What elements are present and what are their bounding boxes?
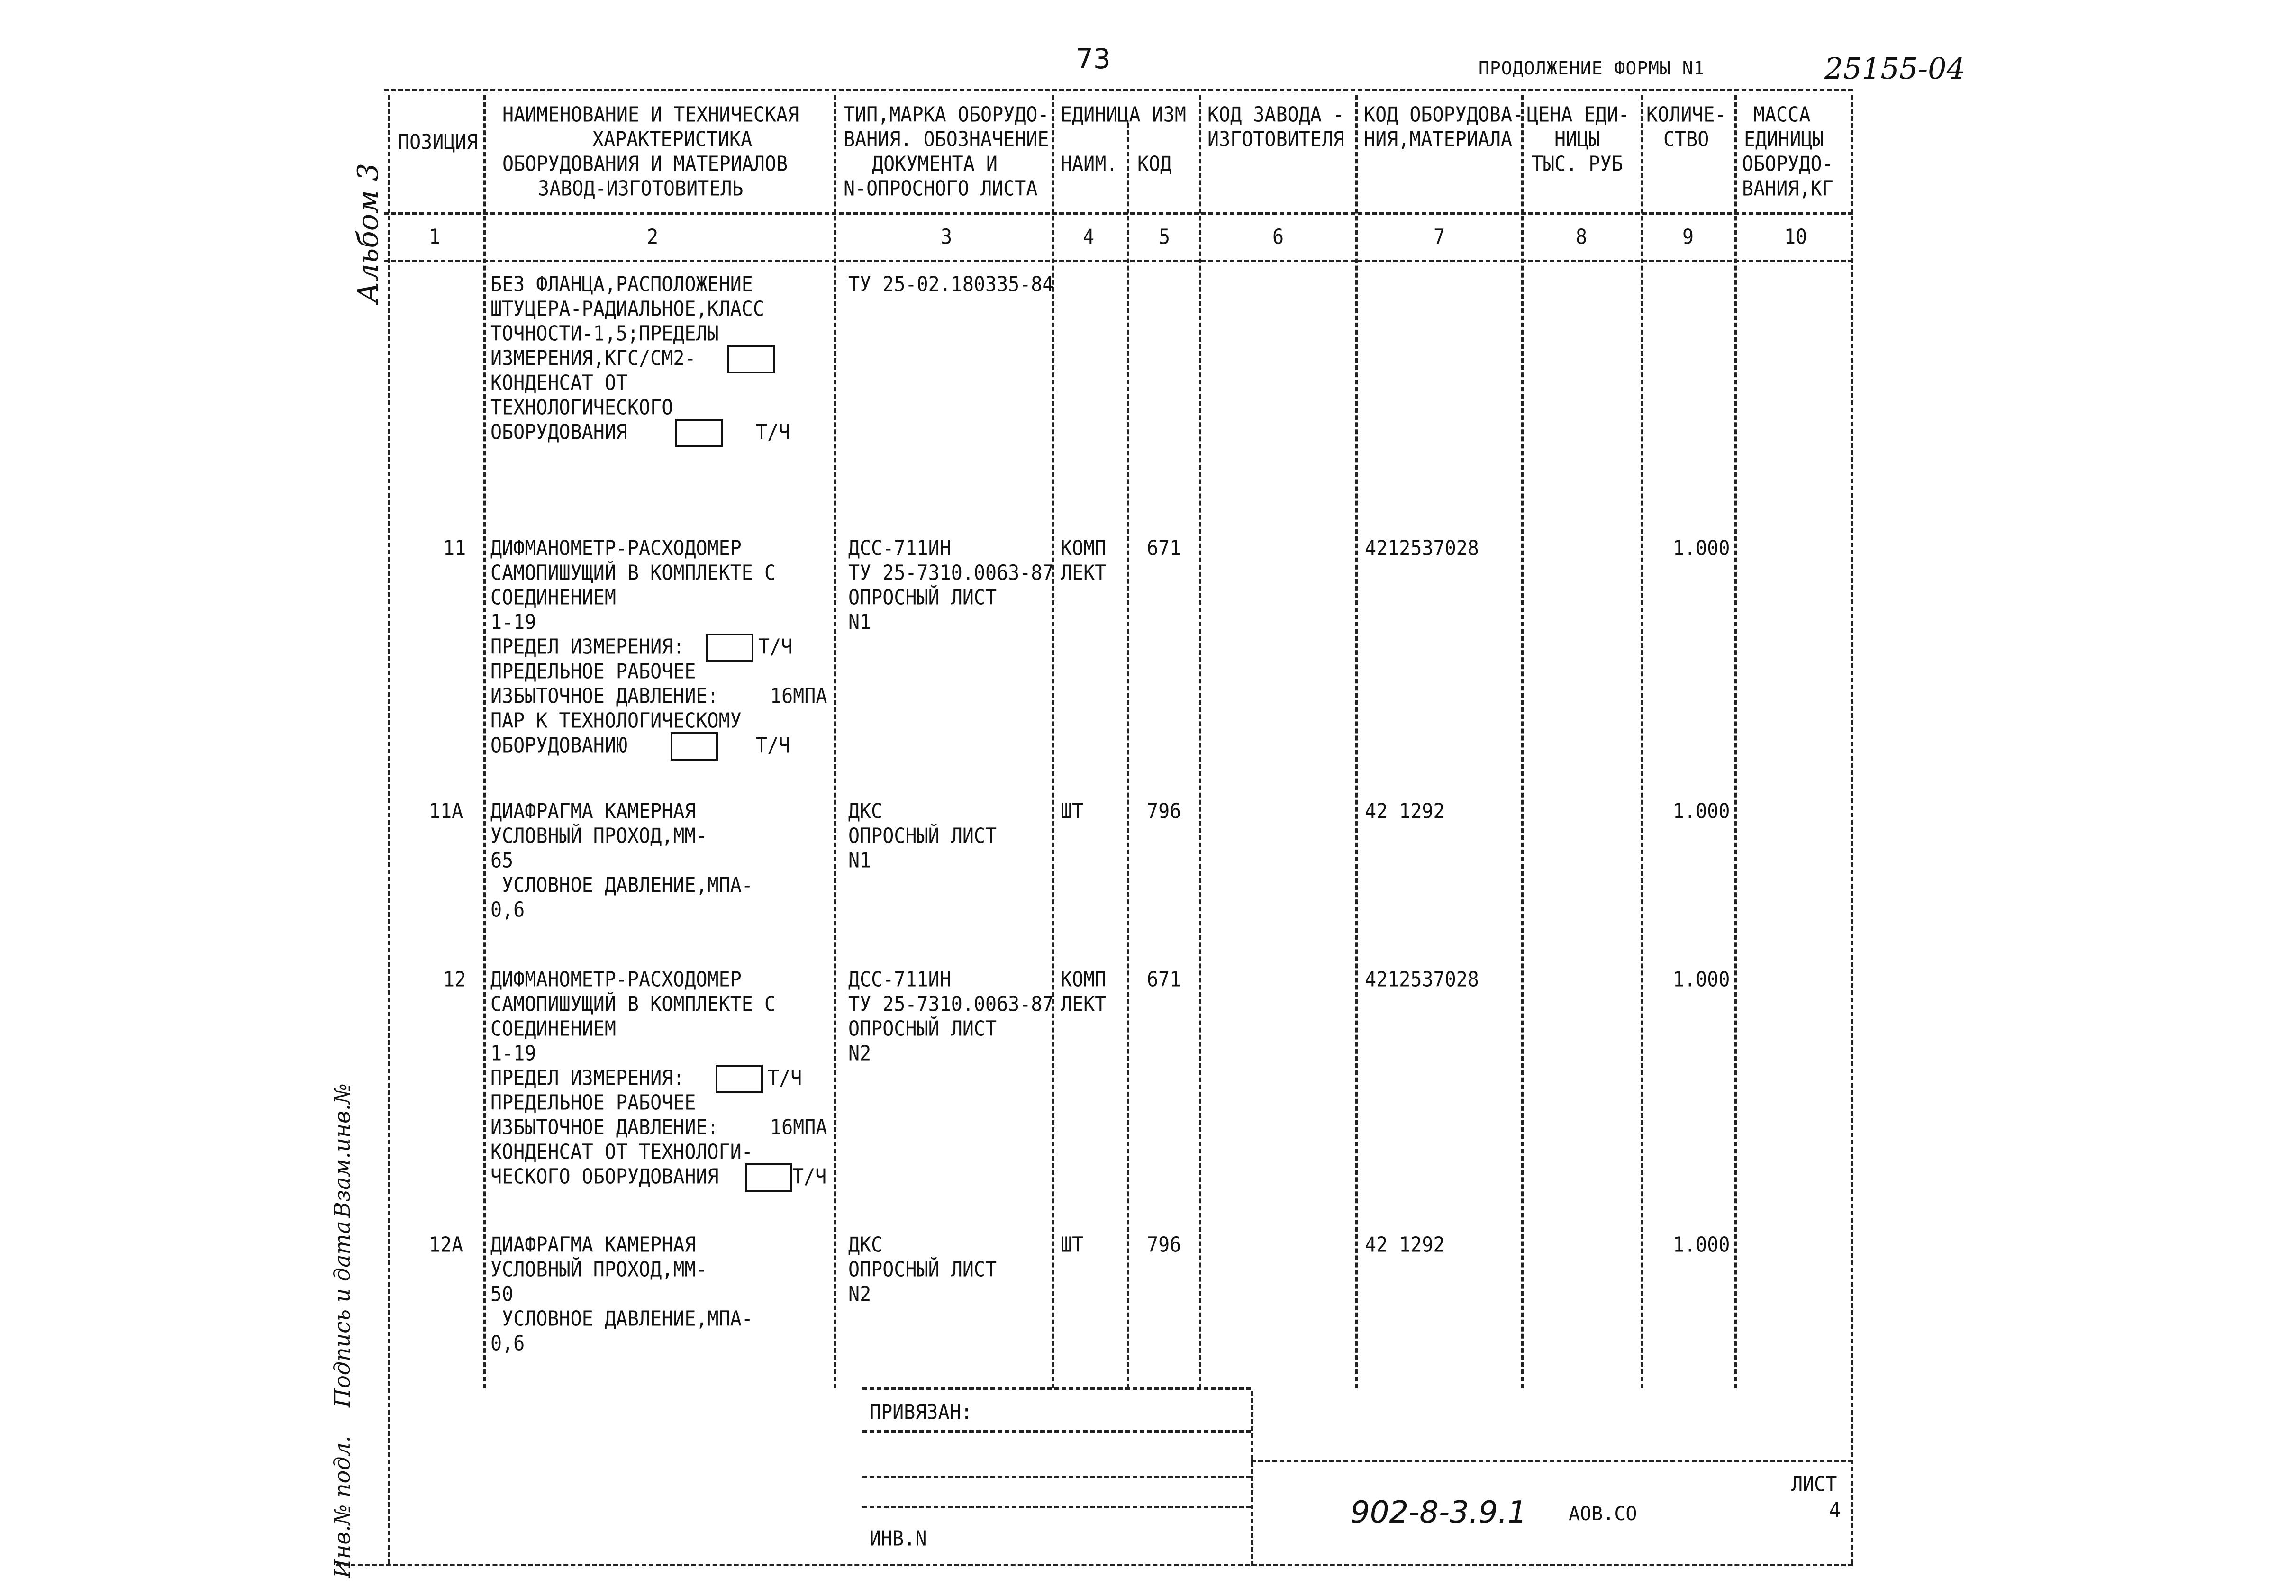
header-type-3: ДОКУМЕНТА И	[872, 152, 998, 176]
row4-desc-4: 0,6	[490, 1331, 525, 1356]
vrule-7	[1521, 95, 1524, 1388]
row3-flow-box	[745, 1163, 792, 1192]
row3-desc-9: КОНДЕНСАТ ОТ ТЕХНОЛОГИ-	[490, 1140, 753, 1164]
row2-equip-code: 42 1292	[1365, 799, 1445, 824]
corner-code: 25155-04	[1824, 51, 1966, 86]
colnum-6: 6	[1272, 225, 1284, 249]
row2-desc-0: ДИАФРАГМА КАМЕРНАЯ	[490, 799, 696, 824]
vrule-9	[1734, 95, 1737, 1388]
colnum-4: 4	[1083, 225, 1095, 249]
row1-desc-5: Т/Ч	[758, 635, 793, 659]
vrule-4	[1127, 123, 1129, 1388]
header-mass-2: ЕДИНИЦЫ	[1744, 127, 1824, 152]
row3-desc-4: ПРЕДЕЛ ИЗМЕРЕНИЯ:	[490, 1066, 685, 1090]
row3-pos: 12	[443, 967, 466, 992]
vrule-right	[1851, 95, 1853, 1564]
row3-type-0: ДСС-711ИН	[848, 967, 951, 992]
row1-desc-1: САМОПИШУЩИЙ В КОМПЛЕКТЕ С	[490, 561, 776, 585]
row1-desc-3: 1-19	[490, 610, 536, 635]
row3-desc-2: СОЕДИНЕНИЕМ	[490, 1016, 616, 1041]
colnum-2: 2	[647, 225, 659, 249]
header-equip-code-1: КОД ОБОРУДОВА-	[1364, 102, 1524, 127]
header-name-1: НАИМЕНОВАНИЕ И ТЕХНИЧЕСКАЯ	[502, 102, 799, 127]
row1-type-1: ТУ 25-7310.0063-87	[848, 561, 1054, 585]
row3-unit-name-0: КОМП	[1061, 967, 1107, 992]
header-name-4: ЗАВОД-ИЗГОТОВИТЕЛЬ	[538, 176, 744, 201]
row3-type-2: ОПРОСНЫЙ ЛИСТ	[848, 1016, 997, 1041]
header-plant-code-1: КОД ЗАВОДА -	[1207, 102, 1344, 127]
row2-desc-4: 0,6	[490, 898, 525, 922]
row3-unit-name-1: ЛЕКТ	[1061, 992, 1107, 1016]
colnum-10: 10	[1784, 225, 1807, 249]
colnum-7: 7	[1434, 225, 1445, 249]
row2-type-0: ДКС	[848, 799, 883, 824]
row0-desc-4: КОНДЕНСАТ ОТ	[490, 371, 627, 395]
colnum-rule	[384, 260, 1853, 262]
row3-desc-7: ИЗБЫТОЧНОЕ ДАВЛЕНИЕ:	[490, 1115, 719, 1140]
row1-equip-code: 4212537028	[1365, 536, 1479, 561]
row2-type-2: N1	[848, 848, 871, 873]
row0-type-0: ТУ 25-02.180335-84	[848, 272, 1054, 297]
row2-desc-3: УСЛОВНОЕ ДАВЛЕНИЕ,МПА-	[490, 873, 753, 898]
row2-unit-name-0: ШТ	[1061, 799, 1084, 824]
header-mass-1: МАССА	[1753, 102, 1811, 127]
row4-desc-1: УСЛОВНЫЙ ПРОХОД,ММ-	[490, 1257, 708, 1282]
row3-desc-6: ПРЕДЕЛЬНОЕ РАБОЧЕЕ	[490, 1090, 696, 1115]
header-mass-4: ВАНИЯ,КГ	[1742, 176, 1833, 201]
margin-inv-podl: Инв.№ подл.	[329, 1435, 355, 1578]
colnum-5: 5	[1159, 225, 1171, 249]
row3-desc-1: САМОПИШУЩИЙ В КОМПЛЕКТЕ С	[490, 992, 776, 1016]
row3-range-box	[716, 1065, 763, 1093]
row1-flow-box	[671, 732, 718, 761]
header-qty-2: СТВО	[1663, 127, 1709, 152]
row0-desc-1: ШТУЦЕРА-РАДИАЛЬНОЕ,КЛАСС	[490, 297, 764, 321]
header-position: ПОЗИЦИЯ	[398, 130, 478, 154]
row3-desc-3: 1-19	[490, 1041, 536, 1066]
vrule-8	[1641, 95, 1643, 1388]
row4-desc-2: 50	[490, 1282, 514, 1306]
header-mass-3: ОБОРУДО-	[1742, 152, 1833, 176]
stamp-rule-4	[862, 1476, 1251, 1478]
row1-unit-code: 671	[1147, 536, 1181, 561]
vrule-2	[834, 95, 836, 1388]
stamp-rule-5	[862, 1506, 1251, 1508]
sheet-label: ЛИСТ	[1791, 1472, 1837, 1496]
vrule-5	[1199, 95, 1201, 1388]
row1-type-2: ОПРОСНЫЙ ЛИСТ	[848, 585, 997, 610]
form-title: ПРОДОЛЖЕНИЕ ФОРМЫ N1	[1479, 58, 1705, 79]
row0-desc-7: Т/Ч	[756, 420, 790, 444]
header-price-1: ЦЕНА ЕДИ-	[1527, 102, 1630, 127]
colnum-1: 1	[429, 225, 441, 249]
row1-unit-name-0: КОМП	[1061, 536, 1107, 561]
row1-unit-name-1: ЛЕКТ	[1061, 561, 1107, 585]
vrule-left	[388, 95, 390, 1564]
row1-type-0: ДСС-711ИН	[848, 536, 951, 561]
row2-desc-1: УСЛОВНЫЙ ПРОХОД,ММ-	[490, 824, 708, 848]
row3-qty: 1.000	[1673, 967, 1730, 992]
row4-type-2: N2	[848, 1282, 871, 1306]
row1-desc-4: ПРЕДЕЛ ИЗМЕРЕНИЯ:	[490, 635, 685, 659]
colnum-8: 8	[1576, 225, 1588, 249]
row1-desc-7: ИЗБЫТОЧНОЕ ДАВЛЕНИЕ:	[490, 684, 719, 708]
top-rule	[384, 89, 1853, 91]
vrule-6	[1355, 95, 1358, 1388]
header-plant-code-2: ИЗГОТОВИТЕЛЯ	[1207, 127, 1344, 152]
row3-desc-8: 16МПА	[770, 1115, 827, 1140]
header-name-2: ХАРАКТЕРИСТИКА	[592, 127, 753, 152]
header-unit-code: КОД	[1137, 152, 1172, 176]
row1-desc-8: 16МПА	[770, 684, 827, 708]
stamp-rule-1	[862, 1387, 1251, 1390]
row0-flow-box	[675, 419, 723, 447]
row3-desc-10: ЧЕСКОГО ОБОРУДОВАНИЯ	[490, 1164, 719, 1189]
stamp-rule-3	[1251, 1460, 1853, 1462]
row0-desc-3: ИЗМЕРЕНИЯ,КГС/СМ2-	[490, 346, 696, 371]
doc-code: 902-8-3.9.1	[1351, 1495, 1527, 1530]
row1-desc-11: Т/Ч	[756, 733, 790, 758]
row4-type-1: ОПРОСНЫЙ ЛИСТ	[848, 1257, 997, 1282]
row0-desc-5: ТЕХНОЛОГИЧЕСКОГО	[490, 395, 673, 420]
stamp-inv-n: ИНВ.N	[870, 1526, 927, 1551]
row3-desc-0: ДИФМАНОМЕТР-РАСХОДОМЕР	[490, 967, 742, 992]
album-label: Альбом 3	[352, 163, 385, 303]
row2-qty: 1.000	[1673, 799, 1730, 824]
row1-range-box	[706, 634, 753, 662]
margin-podpis: Подпись и дата	[329, 1221, 355, 1407]
stamp-vrule	[1251, 1391, 1253, 1566]
row1-desc-9: ПАР К ТЕХНОЛОГИЧЕСКОМУ	[490, 708, 742, 733]
row1-desc-0: ДИФМАНОМЕТР-РАСХОДОМЕР	[490, 536, 742, 561]
row2-unit-code: 796	[1147, 799, 1181, 824]
row0-desc-2: ТОЧНОСТИ-1,5;ПРЕДЕЛЫ	[490, 321, 719, 346]
row1-desc-2: СОЕДИНЕНИЕМ	[490, 585, 616, 610]
row1-desc-6: ПРЕДЕЛЬНОЕ РАБОЧЕЕ	[490, 659, 696, 684]
row3-desc-11: Т/Ч	[792, 1164, 827, 1189]
header-type-2: ВАНИЯ. ОБОЗНАЧЕНИЕ	[844, 127, 1049, 152]
colnum-9: 9	[1682, 225, 1694, 249]
stamp-privyazan: ПРИВЯЗАН:	[870, 1400, 972, 1424]
row3-unit-code: 671	[1147, 967, 1181, 992]
sheet-number: 4	[1829, 1498, 1841, 1523]
doc-code-suffix: АОВ.СО	[1569, 1503, 1637, 1525]
row2-type-1: ОПРОСНЫЙ ЛИСТ	[848, 824, 997, 848]
row4-desc-3: УСЛОВНОЕ ДАВЛЕНИЕ,МПА-	[490, 1306, 753, 1331]
row2-pos: 11А	[429, 799, 463, 824]
bottom-rule	[336, 1564, 1853, 1566]
header-unit-name: НАИМ.	[1061, 152, 1118, 176]
row4-qty: 1.000	[1673, 1233, 1730, 1257]
header-type-4: N-ОПРОСНОГО ЛИСТА	[844, 176, 1038, 201]
row3-desc-5: Т/Ч	[768, 1066, 802, 1090]
header-type-1: ТИП,МАРКА ОБОРУДО-	[844, 102, 1049, 127]
header-qty-1: КОЛИЧЕ-	[1646, 102, 1726, 127]
header-rule	[384, 212, 1853, 215]
page-number: 73	[1076, 43, 1111, 75]
header-equip-code-2: НИЯ,МАТЕРИАЛА	[1364, 127, 1513, 152]
row4-type-0: ДКС	[848, 1233, 883, 1257]
header-price-3: ТЫС. РУБ	[1532, 152, 1623, 176]
row3-type-1: ТУ 25-7310.0063-87	[848, 992, 1054, 1016]
row4-equip-code: 42 1292	[1365, 1233, 1445, 1257]
row3-type-3: N2	[848, 1041, 871, 1066]
row4-unit-name-0: ШТ	[1061, 1233, 1084, 1257]
row4-desc-0: ДИАФРАГМА КАМЕРНАЯ	[490, 1233, 696, 1257]
row4-pos: 12А	[429, 1233, 463, 1257]
header-unit: ЕДИНИЦА ИЗМ	[1061, 102, 1186, 127]
colnum-3: 3	[941, 225, 953, 249]
header-price-2: НИЦЫ	[1554, 127, 1600, 152]
row0-desc-6: ОБОРУДОВАНИЯ	[490, 420, 627, 444]
stamp-rule-2	[862, 1430, 1251, 1433]
row1-desc-10: ОБОРУДОВАНИЮ	[490, 733, 627, 758]
row4-unit-code: 796	[1147, 1233, 1181, 1257]
vrule-1	[483, 95, 486, 1388]
row1-qty: 1.000	[1673, 536, 1730, 561]
row1-pos: 11	[443, 536, 466, 561]
row0-range-box	[727, 345, 775, 373]
margin-vzam: Взам.инв.№	[329, 1083, 355, 1218]
row1-type-3: N1	[848, 610, 871, 635]
row2-desc-2: 65	[490, 848, 514, 873]
header-name-3: ОБОРУДОВАНИЯ И МАТЕРИАЛОВ	[502, 152, 788, 176]
row0-desc-0: БЕЗ ФЛАНЦА,РАСПОЛОЖЕНИЕ	[490, 272, 753, 297]
row3-equip-code: 4212537028	[1365, 967, 1479, 992]
